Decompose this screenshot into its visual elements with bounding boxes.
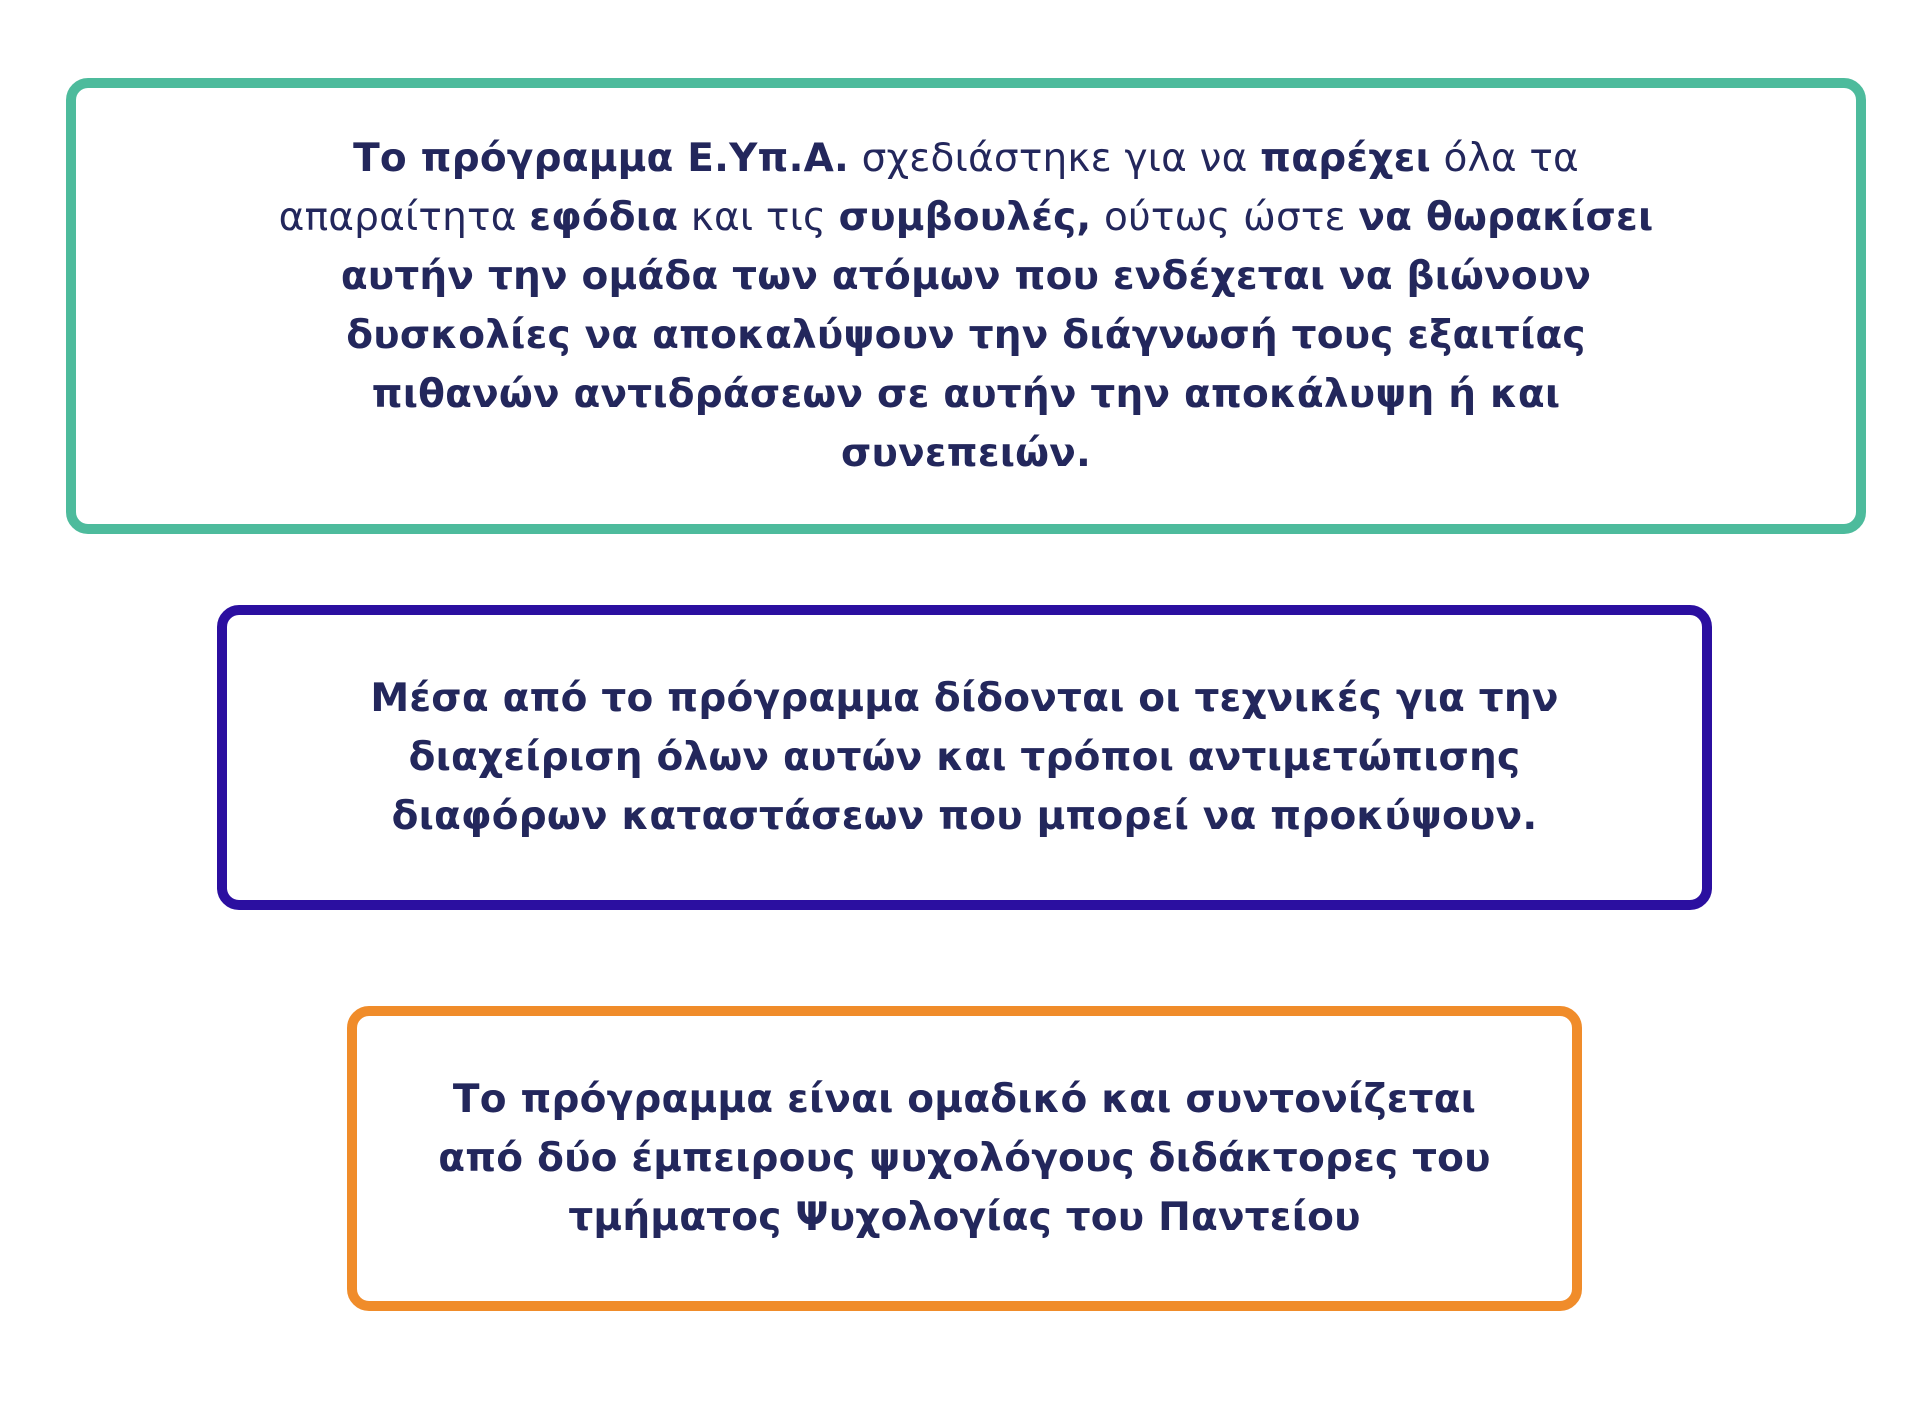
techniques-text: Μέσα από το πρόγραμμα δίδονται οι τεχνικές για την διαχείριση όλων αυτών και τρόποι αντιμετώπισης διαφόρων καταστάσεων που μπορεί να προκύψουν.: [370, 676, 1559, 839]
info-card-techniques: [217, 605, 1712, 910]
info-card-coordinators: [347, 1006, 1582, 1311]
coordinators-text: Το πρόγραμμα είναι ομαδικό και συντονίζεται από δύο έμπειρους ψυχολόγους διδάκτορες του τμήματος Ψυχολογίας του Παντείου: [438, 1077, 1491, 1240]
program-purpose-text: Το πρόγραμμα Ε.Υπ.Α. σχεδιάστηκε για να παρέχει όλα τα απαραίτητα εφόδια και τις συμβουλές, ούτως ώστε να θωρακίσει αυτήν την ομάδα των ατόμων που ενδέχεται να βιώνουν δυσκολίες να αποκαλύψουν την διάγνωσή τους εξαιτίας πιθανών αντιδράσεων σε αυτήν την αποκάλυψη ή και συνεπειών.: [278, 136, 1654, 476]
info-card-program-purpose: [66, 78, 1866, 534]
program-name-text: Το πρόγραμμα Ε.Υπ.Α.: [353, 136, 850, 181]
